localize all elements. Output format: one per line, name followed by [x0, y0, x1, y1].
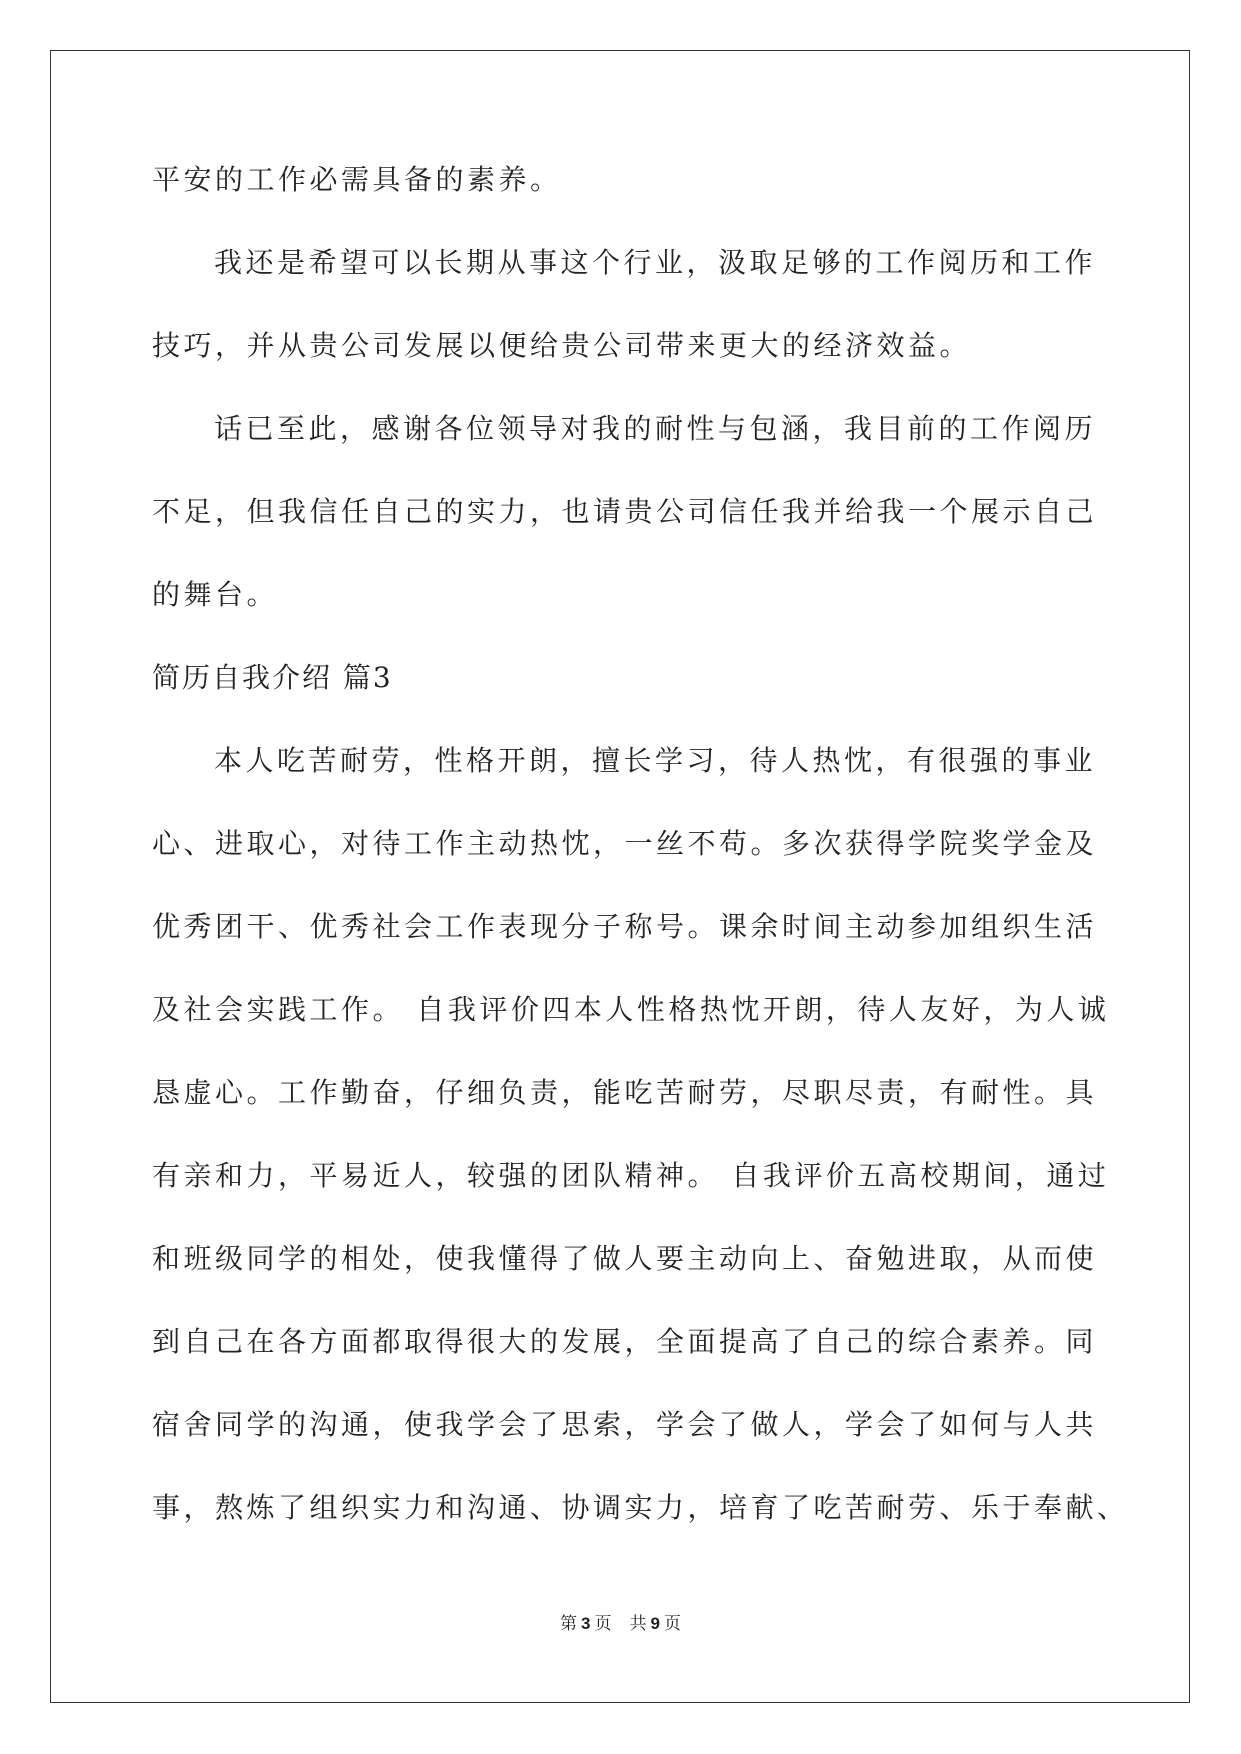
text-line-1: 平安的工作必需具备的素养。 [152, 163, 562, 196]
text-line-15: 到自己在各方面都取得很大的发展，全面提高了自己的综合素养。同 [152, 1325, 1098, 1358]
text-line-5: 不足，但我信任自己的实力，也请贵公司信任我并给我一个展示自己 [152, 495, 1098, 528]
text-line-17: 事，熬炼了组织实力和沟通、协调实力，培育了吃苦耐劳、乐于奉献、 [152, 1491, 1129, 1524]
text-line-6: 的舞台。 [152, 578, 279, 611]
text-line-12: 恳虚心。工作勤奋，仔细负责，能吃苦耐劳，尽职尽责，有耐性。具 [152, 1076, 1098, 1109]
document-body [152, 155, 1129, 1566]
text-line-14: 和班级同学的相处，使我懂得了做人要主动向上、奋勉进取，从而使 [152, 1242, 1098, 1275]
total-suffix: 页 [663, 1614, 681, 1634]
total-prefix: 共 [629, 1614, 647, 1634]
page-prefix: 第 [560, 1614, 578, 1634]
text-line-4: 话已至此，感谢各位领导对我的耐性与包涵，我目前的工作阅历 [214, 412, 1097, 445]
text-line-3: 技巧，并从贵公司发展以便给贵公司带来更大的经济效益。 [152, 329, 972, 362]
total-pages: 9 [650, 1614, 660, 1633]
text-line-11: 及社会实践工作。 自我评价四本人性格热忱开朗，待人友好，为人诚 [152, 993, 1110, 1026]
text-line-9: 心、进取心，对待工作主动热忱，一丝不苟。多次获得学院奖学金及 [152, 827, 1098, 860]
page-suffix: 页 [594, 1614, 612, 1634]
page-footer [0, 1609, 1241, 1634]
page-number: 3 [581, 1614, 591, 1633]
text-line-2: 我还是希望可以长期从事这个行业，汲取足够的工作阅历和工作 [214, 246, 1097, 279]
text-line-8: 本人吃苦耐劳，性格开朗，擅长学习，待人热忱，有很强的事业 [214, 744, 1097, 777]
section-heading: 简历自我介绍 篇3 [152, 661, 393, 694]
text-line-16: 宿舍同学的沟通，使我学会了思索，学会了做人，学会了如何与人共 [152, 1408, 1098, 1441]
text-line-13: 有亲和力，平易近人，较强的团队精神。 自我评价五高校期间，通过 [152, 1159, 1110, 1192]
text-line-10: 优秀团干、优秀社会工作表现分子称号。课余时间主动参加组织生活 [152, 910, 1098, 943]
